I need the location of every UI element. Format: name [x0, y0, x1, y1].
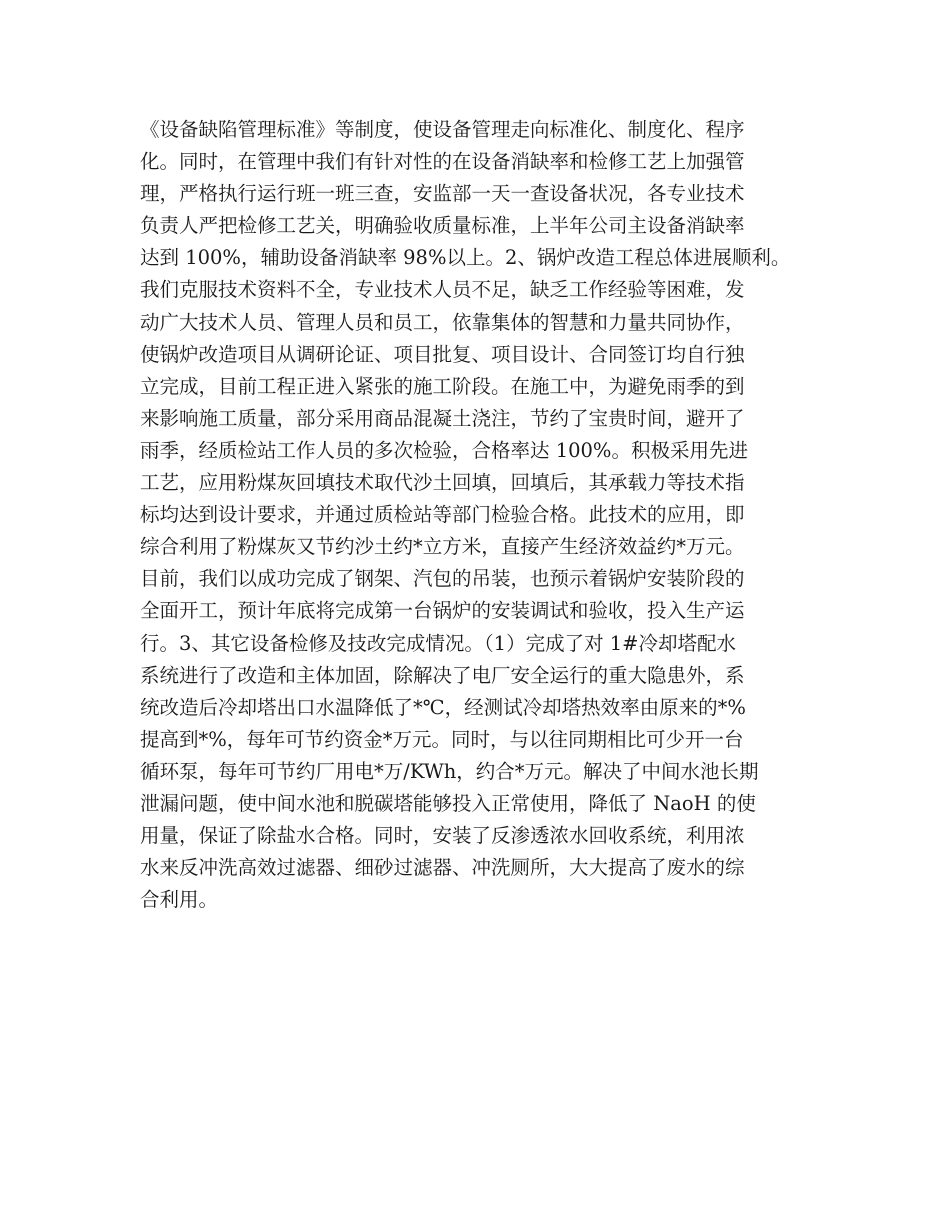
text-line: 化。同时，在管理中我们有针对性的在设备消缺率和检修工艺上加强管 — [140, 150, 745, 174]
text-line: 提高到*%，每年可节约资金*万元。同时，与以往同期相比可少开一台 — [140, 727, 744, 751]
text-line: 工艺，应用粉煤灰回填技术取代沙土回填，回填后，其承载力等技术指 — [140, 471, 745, 495]
text-line: 泄漏问题，使中间水池和脱碳塔能够投入正常使用，降低了 NaoH 的使 — [140, 791, 756, 815]
text-line: 我们克服技术资料不全，专业技术人员不足，缺乏工作经验等困难，发 — [140, 278, 745, 302]
text-line: 目前，我们以成功完成了钢架、汽包的吊装，也预示着锅炉安装阶段的 — [140, 567, 745, 591]
text-line: 动广大技术人员、管理人员和员工，依靠集体的智慧和力量共同协作， — [140, 310, 745, 334]
text-line: 负责人严把检修工艺关，明确验收质量标准，上半年公司主设备消缺率 — [140, 214, 745, 238]
text-line: 综合利用了粉煤灰又节约沙土约*立方米，直接产生经济效益约*万元。 — [140, 535, 745, 559]
text-line: 用量，保证了除盐水合格。同时，安装了反渗透浓水回收系统，利用浓 — [140, 824, 745, 848]
text-line: 来影响施工质量，部分采用商品混凝土浇注，节约了宝贵时间，避开了 — [140, 406, 745, 430]
text-line: 循环泵，每年可节约厂用电*万/KWh，约合*万元。解决了中间水池长期 — [140, 759, 759, 783]
text-line: 合利用。 — [140, 888, 219, 912]
text-line: 《设备缺陷管理标准》等制度，使设备管理走向标准化、制度化、程序 — [140, 118, 745, 141]
text-line: 使锅炉改造项目从调研论证、项目批复、项目设计、合同签订均自行独 — [140, 342, 745, 366]
text-line: 达到 100%，辅助设备消缺率 98%以上。2、锅炉改造工程总体进展顺利。 — [140, 246, 791, 270]
text-line: 系统进行了改造和主体加固，除解决了电厂安全运行的重大隐患外，系 — [140, 663, 745, 687]
text-line: 行。3、其它设备检修及技改完成情况。（1）完成了对 1#冷却塔配水 — [140, 631, 737, 655]
text-line: 标均达到设计要求，并通过质检站等部门检验合格。此技术的应用，即 — [140, 503, 745, 527]
text-line: 雨季，经质检站工作人员的多次检验，合格率达 100%。积极采用先进 — [140, 438, 748, 462]
body-text — [140, 114, 830, 916]
text-line: 立完成，目前工程正进入紧张的施工阶段。在施工中，为避免雨季的到 — [140, 374, 745, 398]
text-line: 统改造后冷却塔出口水温降低了*℃，经测试冷却塔热效率由原来的*% — [140, 695, 746, 719]
text-line: 全面开工，预计年底将完成第一台锅炉的安装调试和验收，投入生产运 — [140, 599, 745, 623]
text-line: 理，严格执行运行班一班三查，安监部一天一查设备状况，各专业技术 — [140, 182, 745, 206]
text-line: 水来反冲洗高效过滤器、细砂过滤器、冲洗厕所，大大提高了废水的综 — [140, 856, 745, 880]
